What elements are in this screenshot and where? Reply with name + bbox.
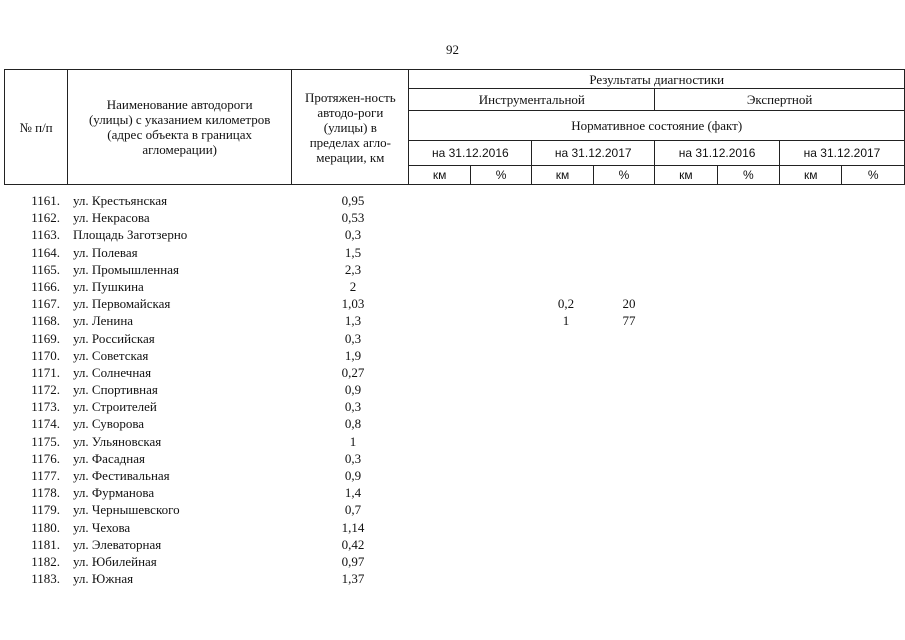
street-length: 0,97 — [341, 553, 365, 569]
table-row — [0, 244, 905, 261]
street-name: ул. Фестивальная — [73, 468, 170, 483]
street-length: 0,7 — [344, 502, 362, 518]
street-length: 1,14 — [341, 519, 365, 535]
row-number: 1169. — [31, 330, 60, 346]
instrumental-2017-pct: 20 — [622, 296, 636, 312]
row-number: 1174. — [31, 416, 60, 432]
table-row — [0, 536, 905, 553]
street-name: ул. Южная — [73, 571, 134, 587]
row-number: 1164. — [31, 244, 60, 260]
street-name: ул. Крестьянская — [73, 193, 168, 208]
row-number: 1178. — [31, 485, 60, 501]
table-row — [0, 261, 905, 278]
street-length: 0,3 — [344, 399, 362, 415]
street-length: 0,3 — [344, 450, 362, 466]
table-row — [0, 398, 905, 415]
street-name: ул. Солнечная — [73, 364, 152, 380]
street-length: 0,3 — [344, 330, 362, 346]
row-number: 1165. — [31, 261, 60, 277]
unit-pct: % — [593, 166, 654, 185]
table-row — [0, 501, 905, 518]
table-row — [0, 570, 905, 587]
street-length: 0,8 — [344, 416, 362, 432]
table-row — [0, 433, 905, 450]
row-number: 1168. — [31, 313, 60, 329]
street-name: ул. Российская — [73, 330, 155, 346]
row-number: 1179. — [31, 502, 60, 518]
row-number: 1177. — [31, 468, 60, 483]
row-number: 1162. — [31, 210, 60, 226]
row-number: 1172. — [31, 382, 60, 398]
street-name: ул. Первомайская — [73, 296, 171, 312]
table-row — [0, 330, 905, 347]
street-length: 2 — [349, 278, 357, 294]
header-instrumental-2016: на 31.12.2016 — [409, 141, 532, 166]
table-row — [0, 192, 905, 209]
street-length: 0,53 — [341, 210, 365, 226]
table-row — [0, 278, 905, 295]
table-row — [0, 364, 905, 381]
row-number: 1163. — [31, 227, 60, 243]
row-number: 1161. — [31, 193, 60, 208]
street-length: 0,95 — [341, 193, 365, 208]
street-name: ул. Чехова — [73, 519, 131, 535]
table-row — [0, 415, 905, 432]
table-row — [0, 347, 905, 364]
street-name: ул. Советская — [73, 347, 149, 363]
street-name: Площадь Заготзерно — [73, 227, 188, 243]
table-row — [0, 519, 905, 536]
unit-pct: % — [717, 166, 779, 185]
header-col-name: Наименование автодороги (улицы) с указанием километров (адрес объекта в границах агломерации) — [68, 70, 292, 185]
row-number: 1180. — [31, 519, 60, 535]
unit-km: км — [409, 166, 470, 185]
instrumental-2017-km: 1 — [562, 313, 570, 329]
row-number: 1183. — [31, 571, 60, 587]
table-row — [0, 553, 905, 570]
row-number: 1181. — [31, 536, 60, 552]
street-length: 1,3 — [344, 313, 362, 329]
street-length: 2,3 — [344, 261, 362, 277]
page-number: 92 — [446, 42, 459, 57]
street-length: 0,9 — [344, 468, 362, 483]
street-name: ул. Фурманова — [73, 485, 155, 501]
street-length: 0,27 — [341, 364, 365, 380]
street-length: 1,9 — [344, 347, 362, 363]
street-name: ул. Пушкина — [73, 278, 144, 294]
row-number: 1167. — [31, 296, 60, 312]
street-name: ул. Чернышевского — [73, 502, 180, 518]
header-instrumental: Инструментальной — [409, 89, 655, 111]
street-name: ул. Строителей — [73, 399, 157, 415]
table-row — [0, 209, 905, 226]
street-name: ул. Юбилейная — [73, 553, 157, 569]
street-length: 0,9 — [344, 382, 362, 398]
street-name: ул. Фасадная — [73, 450, 145, 466]
header-expert: Экспертной — [655, 89, 905, 111]
row-number: 1166. — [31, 278, 60, 294]
header-expert-2017: на 31.12.2017 — [780, 141, 905, 166]
street-name: ул. Некрасова — [73, 210, 150, 226]
header-col-num: № п/п — [5, 70, 68, 185]
header-instrumental-2017: на 31.12.2017 — [532, 141, 655, 166]
row-number: 1171. — [31, 364, 60, 380]
street-length: 1 — [349, 433, 357, 449]
street-length: 1,5 — [344, 244, 362, 260]
table-row — [0, 484, 905, 501]
street-length: 1,03 — [341, 296, 365, 312]
row-number: 1173. — [31, 399, 60, 415]
row-number: 1176. — [31, 450, 60, 466]
table-row — [0, 226, 905, 243]
row-number: 1170. — [31, 347, 60, 363]
table-body — [0, 192, 905, 587]
street-name: ул. Ленина — [73, 313, 134, 329]
instrumental-2017-km: 0,2 — [557, 296, 575, 312]
table-header — [4, 69, 905, 185]
unit-km: км — [532, 166, 593, 185]
street-name: ул. Элеваторная — [73, 536, 162, 552]
unit-km: км — [780, 166, 842, 185]
table-row — [0, 312, 905, 329]
street-name: ул. Ульяновская — [73, 433, 162, 449]
street-length: 1,37 — [341, 571, 365, 587]
header-results: Результаты диагностики — [409, 70, 905, 89]
street-length: 1,4 — [344, 485, 362, 501]
header-expert-2016: на 31.12.2016 — [655, 141, 780, 166]
header-col-length: Протяжен-ность автодо-роги (улицы) в пределах агло-мерации, км — [292, 70, 409, 185]
street-length: 0,3 — [344, 227, 362, 243]
unit-pct: % — [470, 166, 531, 185]
street-name: ул. Спортивная — [73, 382, 158, 398]
instrumental-2017-pct: 77 — [622, 313, 636, 329]
street-length: 0,42 — [341, 536, 365, 552]
unit-pct: % — [842, 166, 905, 185]
table-row — [0, 467, 905, 484]
row-number: 1182. — [31, 553, 60, 569]
table-row — [0, 450, 905, 467]
unit-km: км — [655, 166, 717, 185]
table-row — [0, 381, 905, 398]
street-name: ул. Суворова — [73, 416, 145, 432]
header-normative: Нормативное состояние (факт) — [409, 111, 905, 141]
row-number: 1175. — [31, 433, 60, 449]
street-name: ул. Полевая — [73, 244, 138, 260]
street-name: ул. Промышленная — [73, 261, 179, 277]
table-row — [0, 295, 905, 312]
